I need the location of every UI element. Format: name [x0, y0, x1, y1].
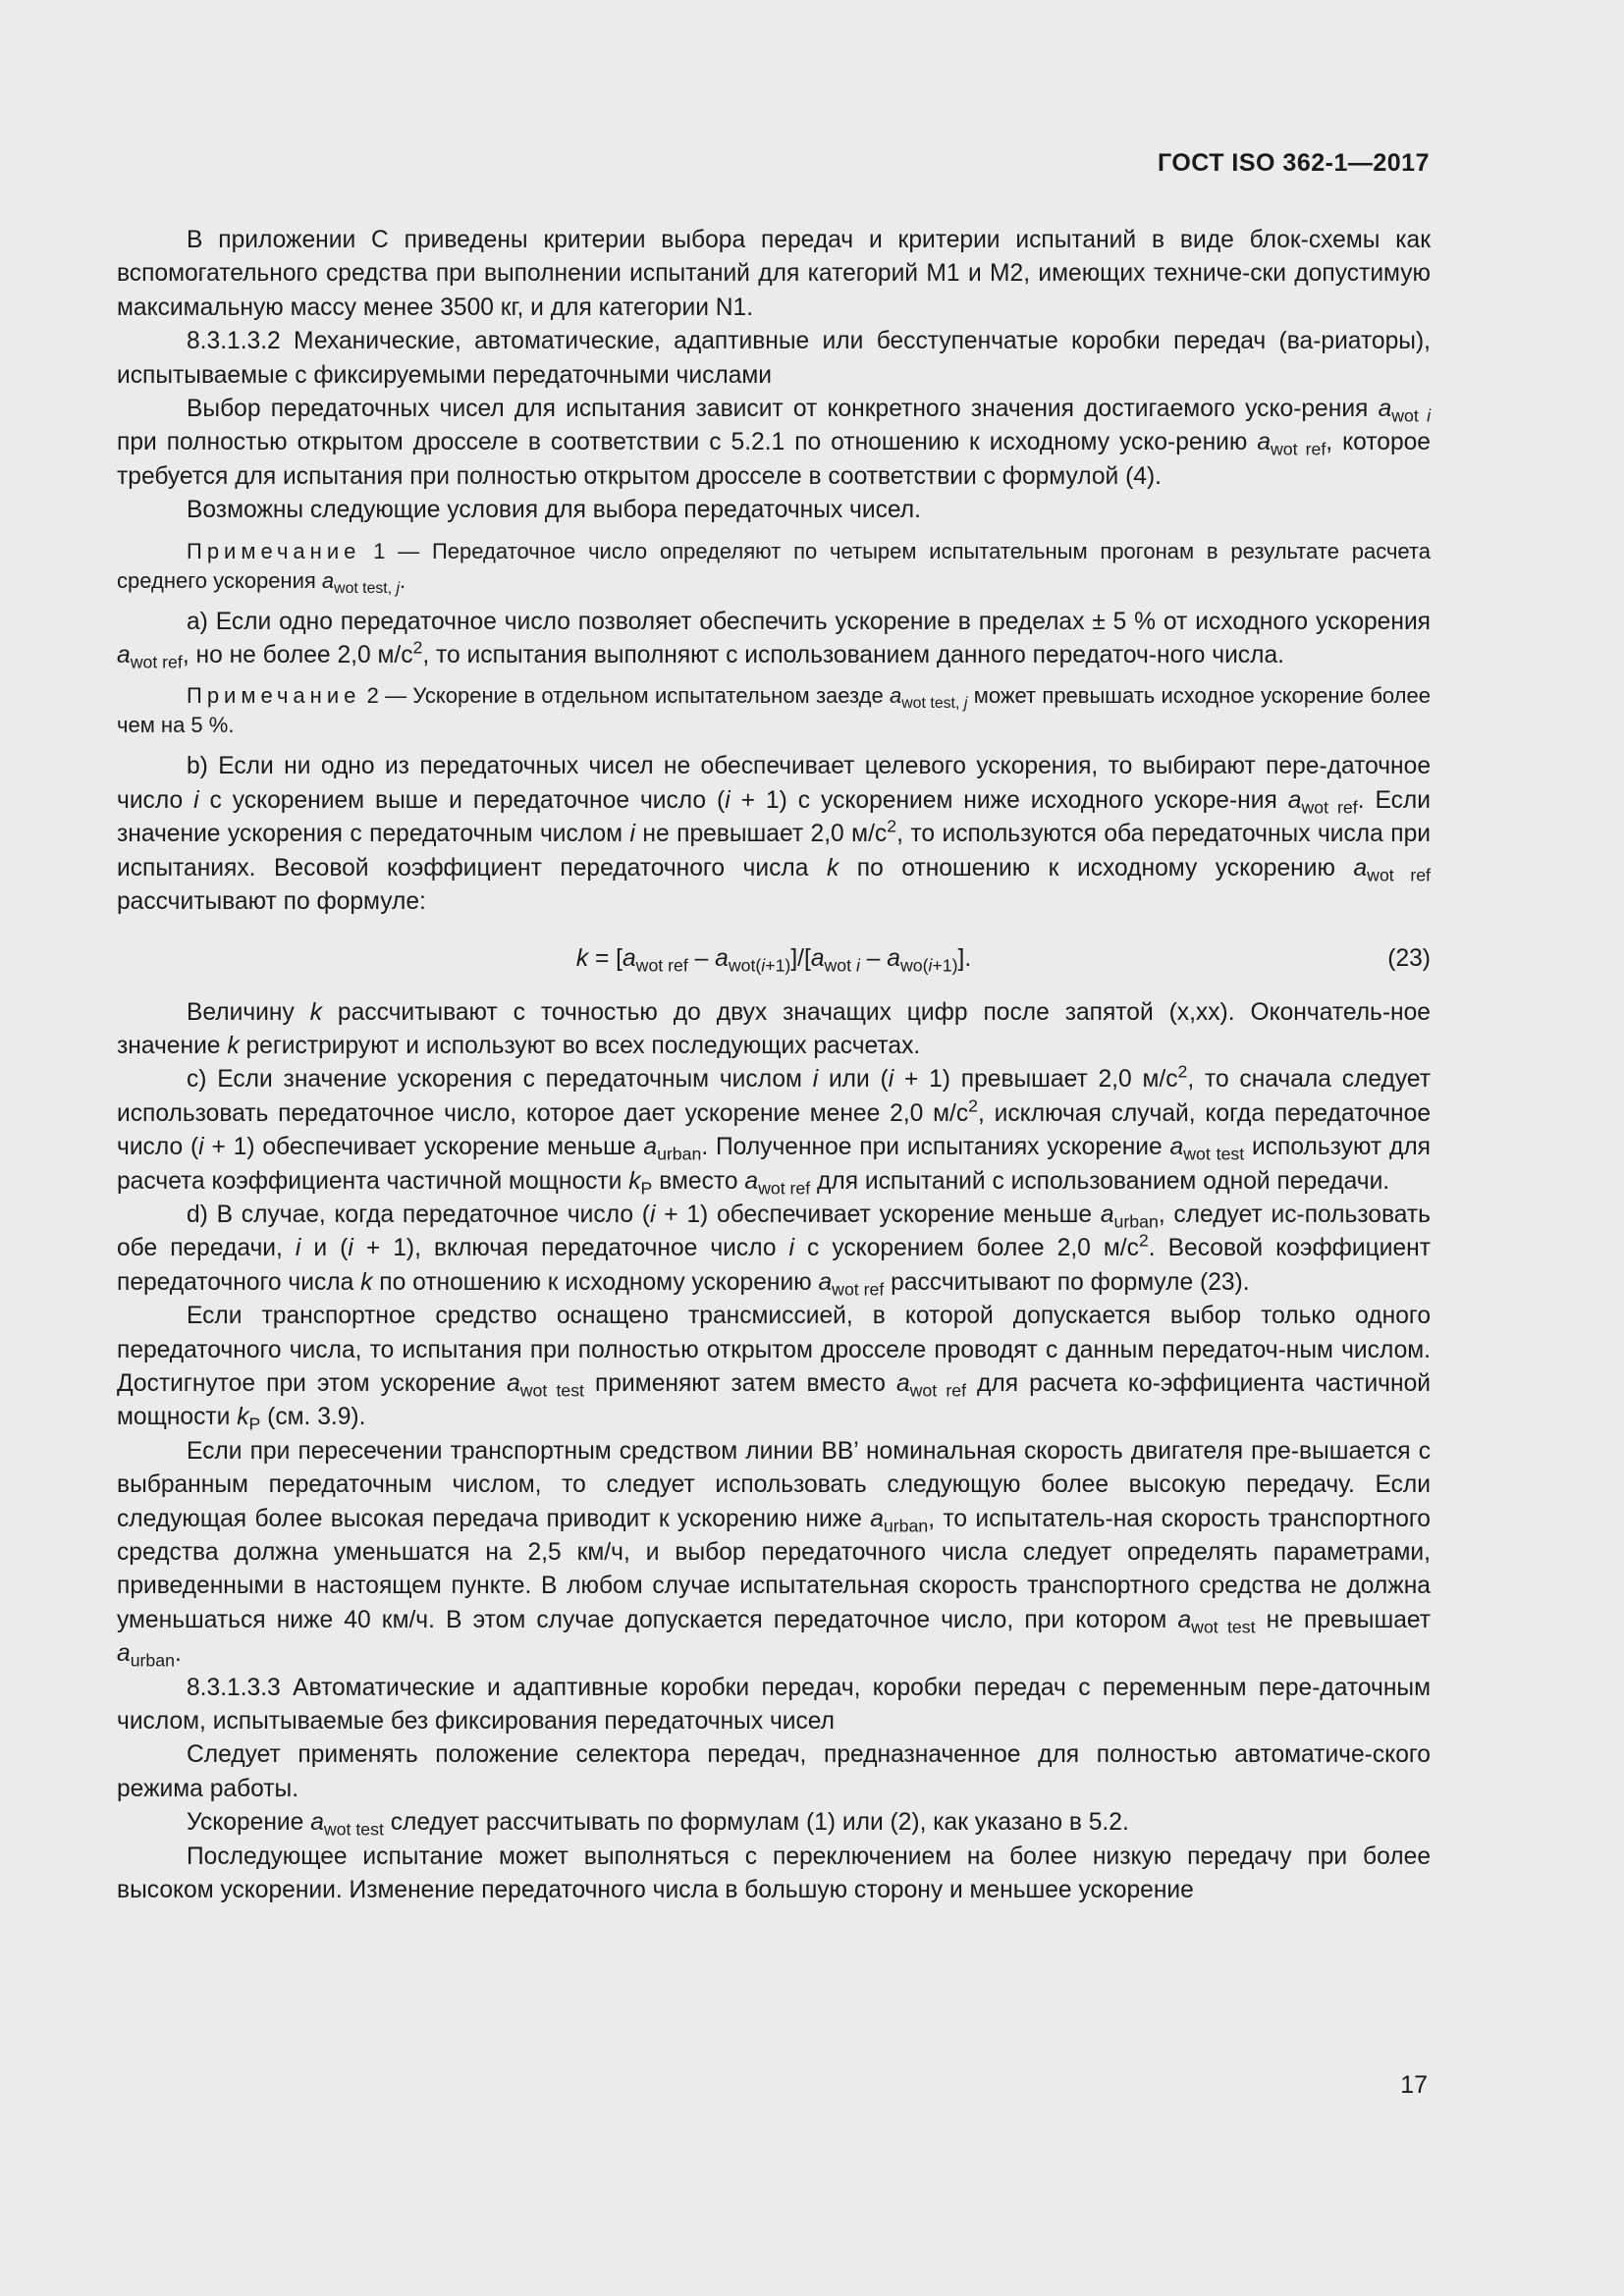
paragraph: Величину k рассчитывают с точностью до двух значащих цифр после запятой (х,хх). Окончатель-ное значение k регистрируют и используют во всех последующих расчетах.	[117, 998, 1431, 1059]
document-header: ГОСТ ISO 362-1—2017	[1157, 149, 1430, 177]
body-text	[117, 224, 1431, 1907]
formula-number: (23)	[1387, 944, 1431, 972]
note-1: Примечание 1 — Передаточное число определяют по четырем испытательным прогонам в результате расчета среднего ускорения $a_{wot test, j}$.	[117, 538, 1431, 597]
paragraph: Выбор передаточных чисел для испытания зависит от конкретного значения достигаемого уско-рения $a_{wot i}$ при полностью открытом дросселе в соответствии с 5.2.1 по отношению к исходному уско-рению $a_{wot ref}$, которое требуется для испытания при полностью открытом дросселе в соответствии с формулой (4).	[117, 396, 1432, 490]
paragraph: Если транспортное средство оснащено трансмиссией, в которой допускается выбор только одного передаточного числа, то испытания при полностью открытом дросселе проводят с данным передаточ-ным числом. Достигнутое при этом ускорение $a_{wot test}$ применяют затем вместо $a_{wot ref}$ для расчета ко-эффициента частичной мощности $k_P$ (см. 3.9).	[117, 1303, 1431, 1434]
note-2: Примечание 2 — Ускорение в отдельном испытательном заезде $a_{wot test, j}$ может превышать исходное ускорение более чем на 5 %.	[117, 683, 1431, 738]
paragraph: Возможны следующие условия для выбора передаточных чисел.	[187, 497, 921, 524]
list-item-c: c) Если значение ускорения с передаточным числом i или (i + 1) превышает 2,0 $м/с^2$, то сначала следует использовать передаточное число, которое дает ускорение менее 2,0 $м/с^2$, исключая случай, когда передаточное число (i + 1) обеспечивает ускорение меньше $a_{urban}$. Полученное при испытаниях ускорение $a_{wot test}$ используют для расчета коэффициента частичной мощности $k_P$ вместо $a_{wot ref}$ для испытаний с использованием одной передачи.	[117, 1061, 1431, 1198]
page-number: 17	[1400, 2071, 1428, 2099]
paragraph: Следует применять положение селектора передач, предназначенное для полностью автоматиче-ского режима работы.	[117, 1741, 1431, 1802]
formula-expression: $k = [a_{wot ref} - a_{wot(i+1)}]/[a_{wot i} - a_{wo(i+1)}]$.	[575, 944, 972, 975]
paragraph: Ускорение $a_{wot test}$ следует рассчитывать по формулам (1) или (2), как указано в 5.2.	[187, 1809, 1129, 1840]
paragraph: В приложении С приведены критерии выбора передач и критерии испытаний в виде блок-схемы как вспомогательного средства при выполнении испытаний для категорий М1 и М2, имеющих техниче-ски допустимую максимальную массу менее 3500 кг, и для категории N1.	[117, 227, 1431, 321]
list-item-a: a) Если одно передаточное число позволяет обеспечить ускорение в пределах ± 5 % от исходного ускорения $a_{wot ref}$, но не более 2,0 $м/с^2$, то испытания выполняют с использованием данного передаточ-ного числа.	[117, 608, 1431, 672]
paragraph: Если при пересечении транспортным средством линии ВВ’ номинальная скорость двигателя пре-вышается с выбранным передаточным числом, то следует использовать следующую более высокую передачу. Если следующая более высокая передача приводит к ускорению ниже $a_{urban}$, то испытатель-ная скорость транспортного средства должна уменьшатся на 2,5 км/ч, и выбор передаточного числа следует определять параметрами, приведенными в настоящем пункте. В любом случае испытательная скорость транспортного средства не должна уменьшаться ниже 40 км/ч. В этом случае допускается передаточное число, при котором $a_{wot test}$ не превышает $a_{urban}$.	[117, 1437, 1432, 1671]
section-heading-8-3-1-3-2: 8.3.1.3.2 Механические, автоматические, адаптивные или бесступенчатые коробки передач (ва-риаторы), испытываемые с фиксируемыми передаточными числами	[117, 328, 1431, 389]
list-item-b: b) Если ни одно из передаточных чисел не обеспечивает целевого ускорения, то выбирают пере-даточное число i с ускорением выше и передаточное число (i + 1) с ускорением ниже исходного ускоре-ния $a_{wot ref}$. Если значение ускорения с передаточным числом i не превышает 2,0 $м/с^2$, то используются оба передаточных числа при испытаниях. Весовой коэффициент передаточного числа k по отношению к исходному ускорению $a_{wot ref}$ рассчитывают по формуле:	[117, 753, 1431, 916]
paragraph: Последующее испытание может выполняться с переключением на более низкую передачу при более высоком ускорении. Изменение передаточного числа в большую сторону и меньшее ускорение	[117, 1842, 1431, 1904]
section-heading-8-3-1-3-3: 8.3.1.3.3 Автоматические и адаптивные коробки передач, коробки передач с переменным пере-даточным числом, испытываемые без фиксирования передаточных чисел	[117, 1674, 1431, 1735]
formula-23	[117, 939, 1431, 979]
list-item-d: d) В случае, когда передаточное число (i + 1) обеспечивает ускорение меньше $a_{urban}$, следует ис-пользовать обе передачи, i и (i + 1), включая передаточное число i с ускорением более 2,0 $м/с^2$. Весовой коэффициент передаточного числа k по отношению к исходному ускорению $a_{wot ref}$ рассчитывают по формуле (23).	[117, 1201, 1432, 1300]
